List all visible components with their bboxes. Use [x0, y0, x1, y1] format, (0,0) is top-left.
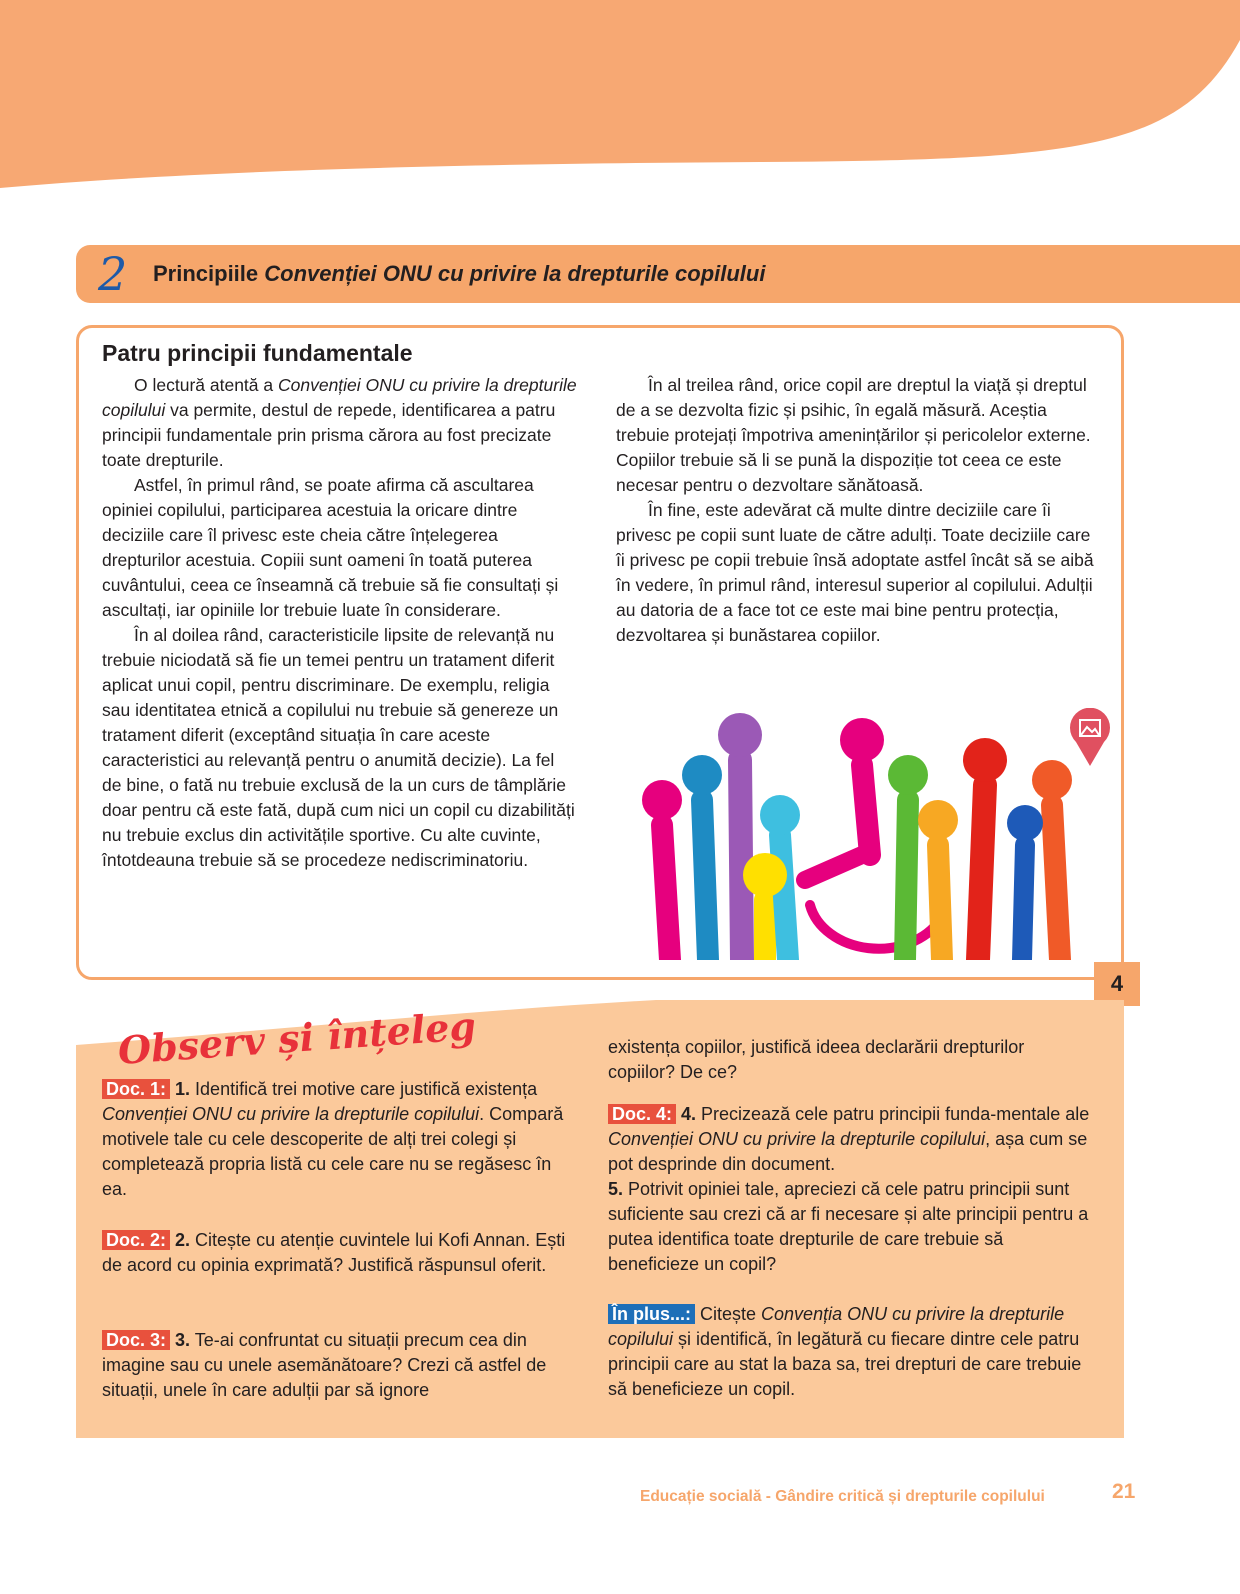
- text-italic: Convenției ONU cu privire la drepturile copilului: [102, 1104, 480, 1124]
- question-text: [102, 1228, 572, 1278]
- question-text: [608, 1177, 1094, 1277]
- question-number: 4.: [681, 1104, 697, 1124]
- paragraph: [102, 373, 578, 473]
- question-text: [608, 1302, 1094, 1402]
- paragraph: Astfel, în primul rând, se poate afirma că ascultarea opiniei copilului, participarea acestuia la oricare dintre deciziile care îl privesc este cheia către înțelegerea drepturilor acestuia. Copiii sunt oameni în toată puterea cuvântului, ceea ce înseamnă că trebuie să fie consultați și ascultați, iar opiniile lor trebuie luate în considerare.: [102, 475, 559, 620]
- text: . Compară motivele tale cu cele descoperite de alți trei colegi și completează propria listă cu cele care nu se regăsesc în ea.: [102, 1104, 564, 1199]
- paragraph: În fine, este adevărat că multe dintre deciziile care îi privesc pe copii sunt luate de către adulți. Toate deciziile care îi privesc pe copii trebuie însă adoptate astfel încât să se aibă în vedere, în primul rând, interesul superior al copilului. Adulții au datoria de a face tot ce este mai bine pentru protecția, dezvoltarea și bunăstarea copiilor.: [616, 500, 1094, 645]
- text: O lectură atentă a: [134, 375, 278, 395]
- question-text: [608, 1102, 1094, 1177]
- text: , așa cum se pot desprinde din document.: [608, 1129, 1088, 1174]
- extra-tag: În plus...:: [608, 1304, 695, 1324]
- question-text: existența copiilor, justifică ideea declarării drepturilor copiilor? De ce?: [608, 1037, 1025, 1082]
- question-doc4: [608, 1102, 1094, 1277]
- question-extra: [608, 1302, 1094, 1402]
- raised-hands-illustration: [640, 705, 1100, 960]
- section-title-text: Principiile: [153, 261, 265, 286]
- text-italic: Convenției ONU cu privire la drepturile copilului: [608, 1129, 986, 1149]
- paragraph: În al treilea rând, orice copil are dreptul la viață și dreptul de a se dezvolta fizic și psihic, în egală măsură. Aceștia trebuie protejați împotriva amenințărilor și pericolelor externe. Copiilor trebuie să li se pună la dispoziție tot ceea ce este necesar pentru o dezvoltare sănătoasă.: [616, 375, 1091, 495]
- section-title: [153, 258, 765, 290]
- paragraph: În al doilea rând, caracteristicile lipsite de relevanță nu trebuie niciodată să fie un temei pentru un tratament diferit aplicat unui copil, pentru discriminare. De exemplu, religia sau identitatea etnică a copilului nu trebuie să genereze un tratament diferit (exceptând situația în care aceste caracteristici au relevanță pentru o anumită decizie). La fel de bine, o fată nu trebuie exclusă de la un curs de tâmplărie doar pentru că este fată, după cum nici un copil cu dizabilități nu trebuie exclus din activitățile sportive. Cu alte cuvinte, întotdeauna trebuie să se procedeze nediscriminatoriu.: [102, 625, 575, 870]
- doc-tag: Doc. 1:: [102, 1079, 170, 1099]
- doc-tag: Doc. 4:: [608, 1104, 676, 1124]
- section-number: 2: [98, 247, 128, 301]
- text-italic: Convenției ONU cu privire la drepturile copilului: [102, 375, 577, 420]
- question-doc3-continued: [608, 1035, 1094, 1085]
- text: Potrivit opiniei tale, apreciezi că cele patru principii sunt suficiente sau crezi că ar fi necesare și alte principii pentru a putea identifica toate drepturile de care trebuie să beneficieze un copil?: [608, 1179, 1089, 1274]
- question-number: 3.: [175, 1330, 191, 1350]
- page-number: 21: [1112, 1480, 1136, 1503]
- question-number: 2.: [175, 1230, 191, 1250]
- question-number: 5.: [608, 1179, 624, 1199]
- text: Citește: [695, 1304, 762, 1324]
- text: va permite, destul de repede, identificarea a patru principii fundamentale prin prisma cărora au fost precizate toate drepturile.: [102, 400, 556, 470]
- question-doc2: [102, 1228, 572, 1278]
- question-text: [102, 1328, 572, 1403]
- text: Precizează cele patru principii funda-mentale ale: [696, 1104, 1090, 1124]
- top-decorative-band: [0, 0, 1240, 200]
- image-marker-icon: [1068, 708, 1112, 768]
- text-italic: Convenția ONU cu privire la drepturile copilului: [608, 1304, 1065, 1349]
- question-number: 1.: [175, 1079, 191, 1099]
- text: și identifică, în legătură cu fiecare dintre cele patru principii care au stat la baza sa, trei drepturi de care trebuie să beneficieze un copil.: [608, 1329, 1082, 1399]
- text-column-right: [616, 373, 1094, 648]
- document-badge: 4: [1094, 962, 1140, 1006]
- footer-book-title: Educație socială - Gândire critică și drepturile copilului: [640, 1488, 1045, 1505]
- text: Identifică trei motive care justifică existența: [190, 1079, 538, 1099]
- section-title-italic: Convenției ONU cu privire la drepturile copilului: [264, 261, 766, 286]
- exercise-section-title: Observ și înțeleg: [116, 1003, 478, 1073]
- text: Te-ai confruntat cu situații precum cea din imagine sau cu unele asemănătoare? Crezi că astfel de situații, unele în care adulții par să ignore: [102, 1330, 547, 1400]
- question-text: [102, 1077, 572, 1202]
- text-column-left: [102, 373, 578, 873]
- text: Citește cu atenție cuvintele lui Kofi Annan. Ești de acord cu opinia exprimată? Justifică răspunsul oferit.: [102, 1230, 566, 1275]
- doc-tag: Doc. 3:: [102, 1330, 170, 1350]
- question-doc1: [102, 1077, 572, 1202]
- doc-tag: Doc. 2:: [102, 1230, 170, 1250]
- subsection-title: Patru principii fundamentale: [102, 340, 413, 366]
- question-doc3: [102, 1328, 572, 1403]
